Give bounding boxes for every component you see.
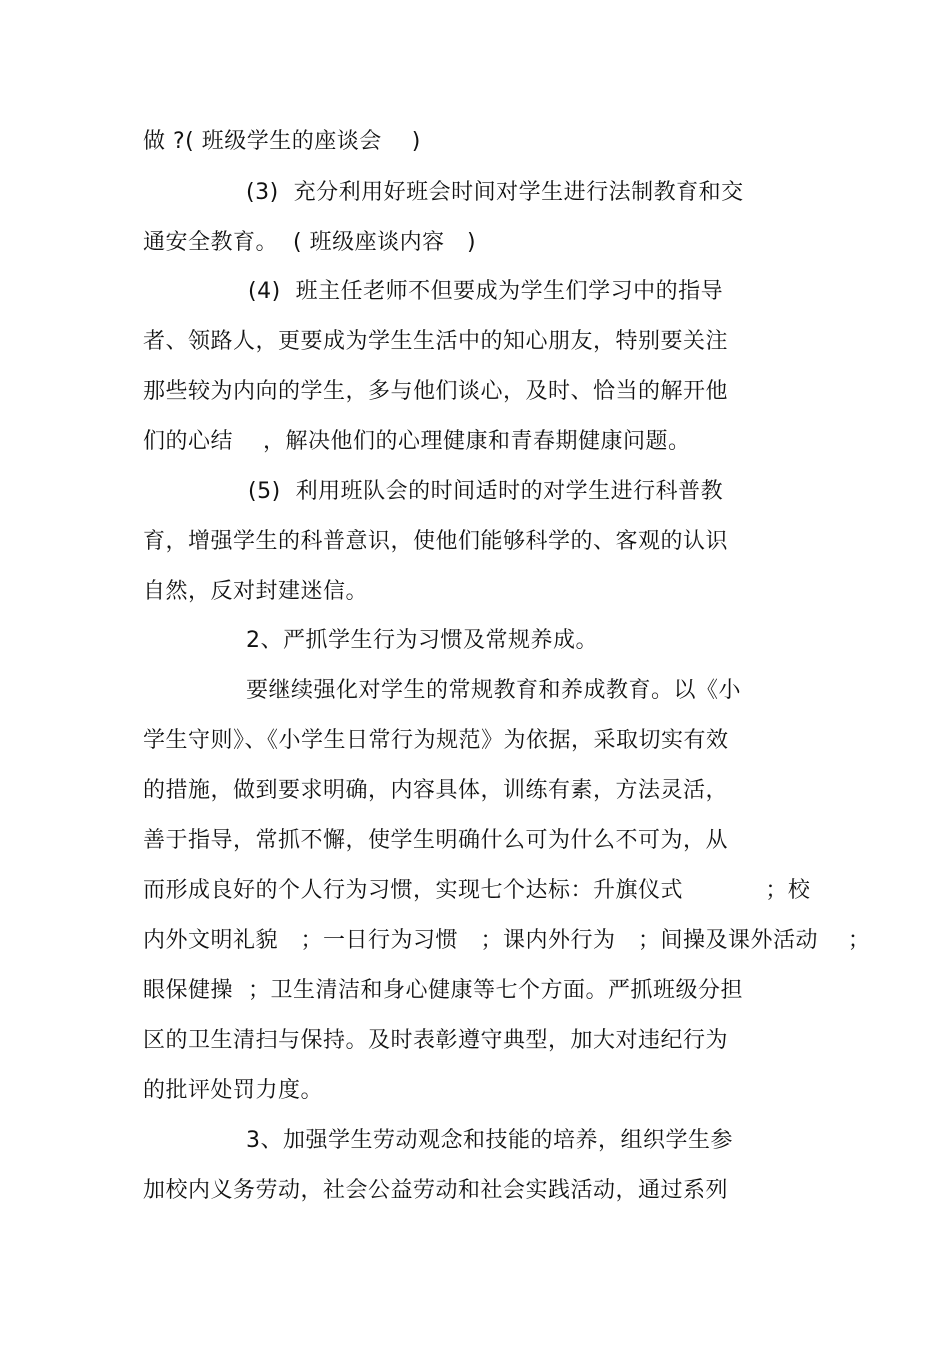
text-line: 者、领路人，更要成为学生生活中的知心朋友，特别要关注 <box>143 329 729 354</box>
text-line: 要继续强化对学生的常规教育和养成教育。以《小 <box>246 678 742 703</box>
text-line: 而形成良好的个人行为习惯，实现七个达标：升旗仪式 ；校 <box>143 878 811 903</box>
text-line: 的措施，做到要求明确，内容具体，训练有素，方法灵活， <box>143 778 729 803</box>
section-heading: 3、加强学生劳动观念和技能的培养，组织学生参 <box>246 1128 733 1153</box>
text-line: 的批评处罚力度。 <box>143 1078 324 1103</box>
text-line: (5) 利用班队会的时间适时的对学生进行科普教 <box>248 479 724 504</box>
text-line: 做 ?( 班级学生的座谈会 ) <box>143 129 421 154</box>
text-line: 区的卫生清扫与保持。及时表彰遵守典型，加大对违纪行为 <box>143 1028 729 1053</box>
text-line: 育，增强学生的科普意识，使他们能够科学的、客观的认识 <box>143 529 729 554</box>
text-line: 内外文明礼貌 ；一日行为习惯 ；课内外行为 ；间操及课外活动 ； <box>143 928 871 953</box>
text-line: 学生守则》、《小学生日常行为规范》为依据，采取切实有效 <box>143 728 729 753</box>
text-line: 加校内义务劳动，社会公益劳动和社会实践活动，通过系列 <box>143 1178 729 1203</box>
text-line: 通安全教育。 ( 班级座谈内容 ) <box>143 230 477 255</box>
text-line: (4) 班主任老师不但要成为学生们学习中的指导 <box>248 279 724 304</box>
text-line: 们的心结 ，解决他们的心理健康和青春期健康问题。 <box>143 429 691 454</box>
text-line: 眼保健操 ；卫生清洁和身心健康等七个方面。严抓班级分担 <box>143 978 743 1003</box>
text-line: (3) 充分利用好班会时间对学生进行法制教育和交 <box>246 180 744 205</box>
text-line: 那些较为内向的学生，多与他们谈心，及时、恰当的解开他 <box>143 379 729 404</box>
section-heading: 2、严抓学生行为习惯及常规养成。 <box>246 628 598 653</box>
text-line: 善于指导，常抓不懈，使学生明确什么可为什么不可为，从 <box>143 828 729 853</box>
text-line: 自然，反对封建迷信。 <box>143 579 369 604</box>
